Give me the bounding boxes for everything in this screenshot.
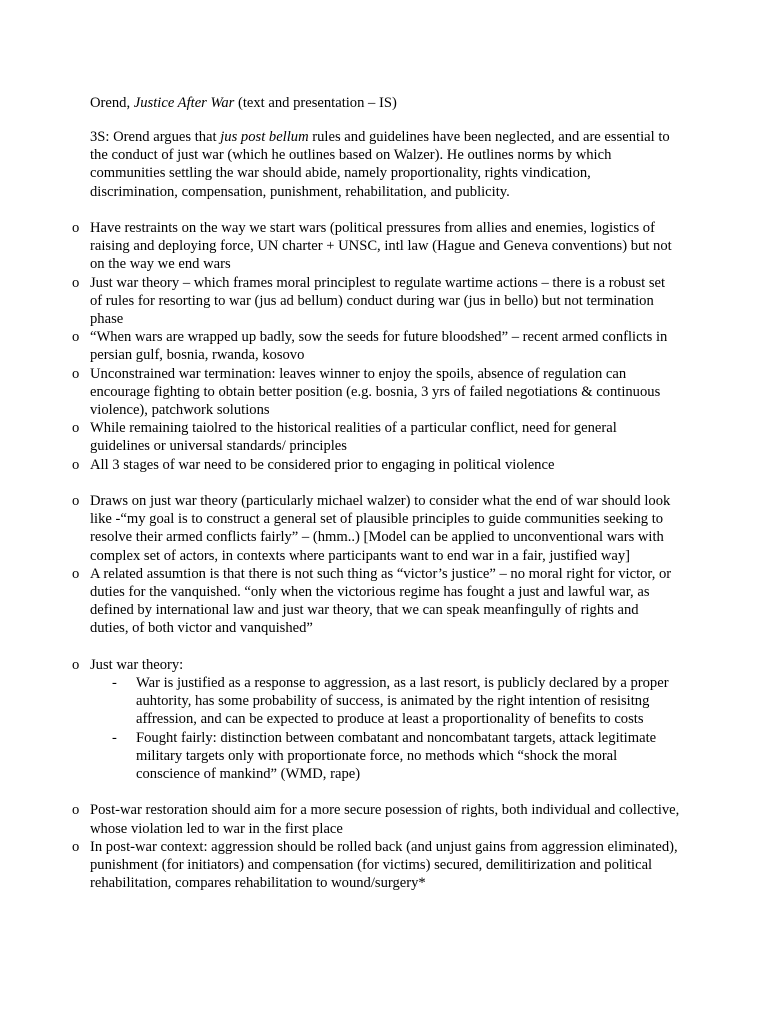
list-item-text: All 3 stages of war need to be considered prior to engaging in political violence: [90, 456, 555, 473]
list-item: [0, 219, 680, 274]
spacer: [0, 474, 768, 492]
list-item-text: “When wars are wrapped up badly, sow the seeds for future bloodshed” – recent armed conflicts in persian gulf, bosnia, rwanda, kosovo: [90, 329, 668, 364]
list-item: [0, 656, 680, 783]
summary-rest: rules and guidelines have been neglected, and are essential to the conduct of just war (which he outlines based on Walzer). He outlines norms by which communities settling the war should abide, namely proportionality, rights vindication, discrimination, compensation, punishment, rehabilitation, and publicity.: [90, 129, 670, 200]
bullet-glyph: o: [72, 493, 80, 510]
summary-paragraph: [90, 128, 680, 201]
list-item-text: While remaining taiolred to the historical realities of a particular conflict, need for general guidelines or universal standards/ principles: [90, 420, 617, 455]
bullet-glyph: o: [72, 656, 80, 673]
list-item: [0, 328, 680, 364]
bullet-glyph: o: [72, 565, 80, 582]
list-item-text: Draws on just war theory (particularly michael walzer) to consider what the end of war should look like -“my goal is to construct a general set of plausible principles to guide communities seeking to resolve their armed conflicts fairly” – (hmm..) [Model can be applied to unconventional wars with complex set of actors, in contexts where participants want to end war in a fair, justified way]: [90, 493, 671, 564]
bullet-glyph: o: [72, 802, 80, 819]
list-item-text: Unconstrained war termination: leaves winner to enjoy the spoils, absence of regulation can encourage fighting to obtain better position (e.g. bosnia, 3 yrs of failed negotiations & continuous violence), patchwork solutions: [90, 365, 661, 419]
author-name: Orend,: [90, 95, 131, 111]
spacer: [0, 783, 768, 801]
bullet-glyph: o: [72, 220, 80, 236]
bullet-glyph: o: [72, 456, 80, 473]
bullet-glyph: o: [72, 274, 80, 291]
list-item-text: A related assumtion is that there is not such thing as “victor’s justice” – no moral right for victor, or duties for the vanquished. “only when the victorious regime has fought a just and lawful war, as defined by international law and just war theory, that we can speak meanfingully of rights and duties, of both victor and vanquished”: [90, 565, 672, 637]
list-item-text: Just war theory – which frames moral principlest to regulate wartime actions – there is a robust set of rules for resorting to war (jus ad bellum) conduct during war (jus in bello) but not termination phase: [90, 274, 666, 328]
summary-prefix: 3S: Orend argues that: [90, 129, 221, 145]
list-item: [0, 365, 680, 420]
header-note: (text and presentation – IS): [237, 95, 397, 111]
list-item: [0, 419, 680, 455]
bullet-glyph: o: [72, 365, 80, 382]
bullet-glyph: o: [72, 329, 80, 346]
list-item: [0, 565, 680, 638]
notes-list: [0, 219, 768, 892]
sub-list-item-text: Fought fairly: distinction between combatant and noncombatant targets, attack legitimate military targets only with proportionate force, no methods which “shock the moral conscience of mankind” (WMD, rape): [136, 729, 657, 783]
list-item-text: In post-war context: aggression should be rolled back (and unjust gains from aggression eliminated), punishment (for initiators) and compensation (for victims) secured, demilitirization and political rehabilitation, compares rehabilitation to wound/surgery*: [90, 838, 678, 892]
bullet-glyph: o: [72, 838, 80, 855]
dash-glyph: -: [112, 675, 117, 692]
list-item: [0, 456, 680, 474]
list-item-text: Have restraints on the way we start wars (political pressures from allies and enemies, logistics of raising and deploying force, UN charter + UNSC, intl law (Hague and Geneva conventions) but not on the way we end wars: [90, 220, 672, 273]
list-item-text: Post-war restoration should aim for a more secure posession of rights, both individual and collective, whose violation led to war in the first place: [90, 802, 680, 837]
dash-glyph: -: [112, 729, 117, 746]
sub-list-item: [90, 729, 680, 784]
list-item: [0, 838, 680, 893]
list-item: [0, 492, 680, 565]
sub-list-item-text: War is justified as a response to aggression, as a last resort, is publicly declared by a proper auhtority, has some probability of success, is animated by the right intention of resisitng affression, and can be expected to produce at least a proportionality of benefits to costs: [136, 675, 669, 728]
document-header: [90, 94, 680, 112]
bullet-glyph: o: [72, 420, 80, 437]
list-item: [0, 274, 680, 329]
sub-list: [90, 674, 680, 783]
list-item: [0, 801, 680, 837]
list-item-text: Just war theory:: [90, 656, 184, 673]
sub-list-item: [90, 674, 680, 729]
spacer: [0, 638, 768, 656]
summary-italic-term: jus post bellum: [220, 129, 309, 145]
work-title: Justice After War: [133, 95, 235, 111]
